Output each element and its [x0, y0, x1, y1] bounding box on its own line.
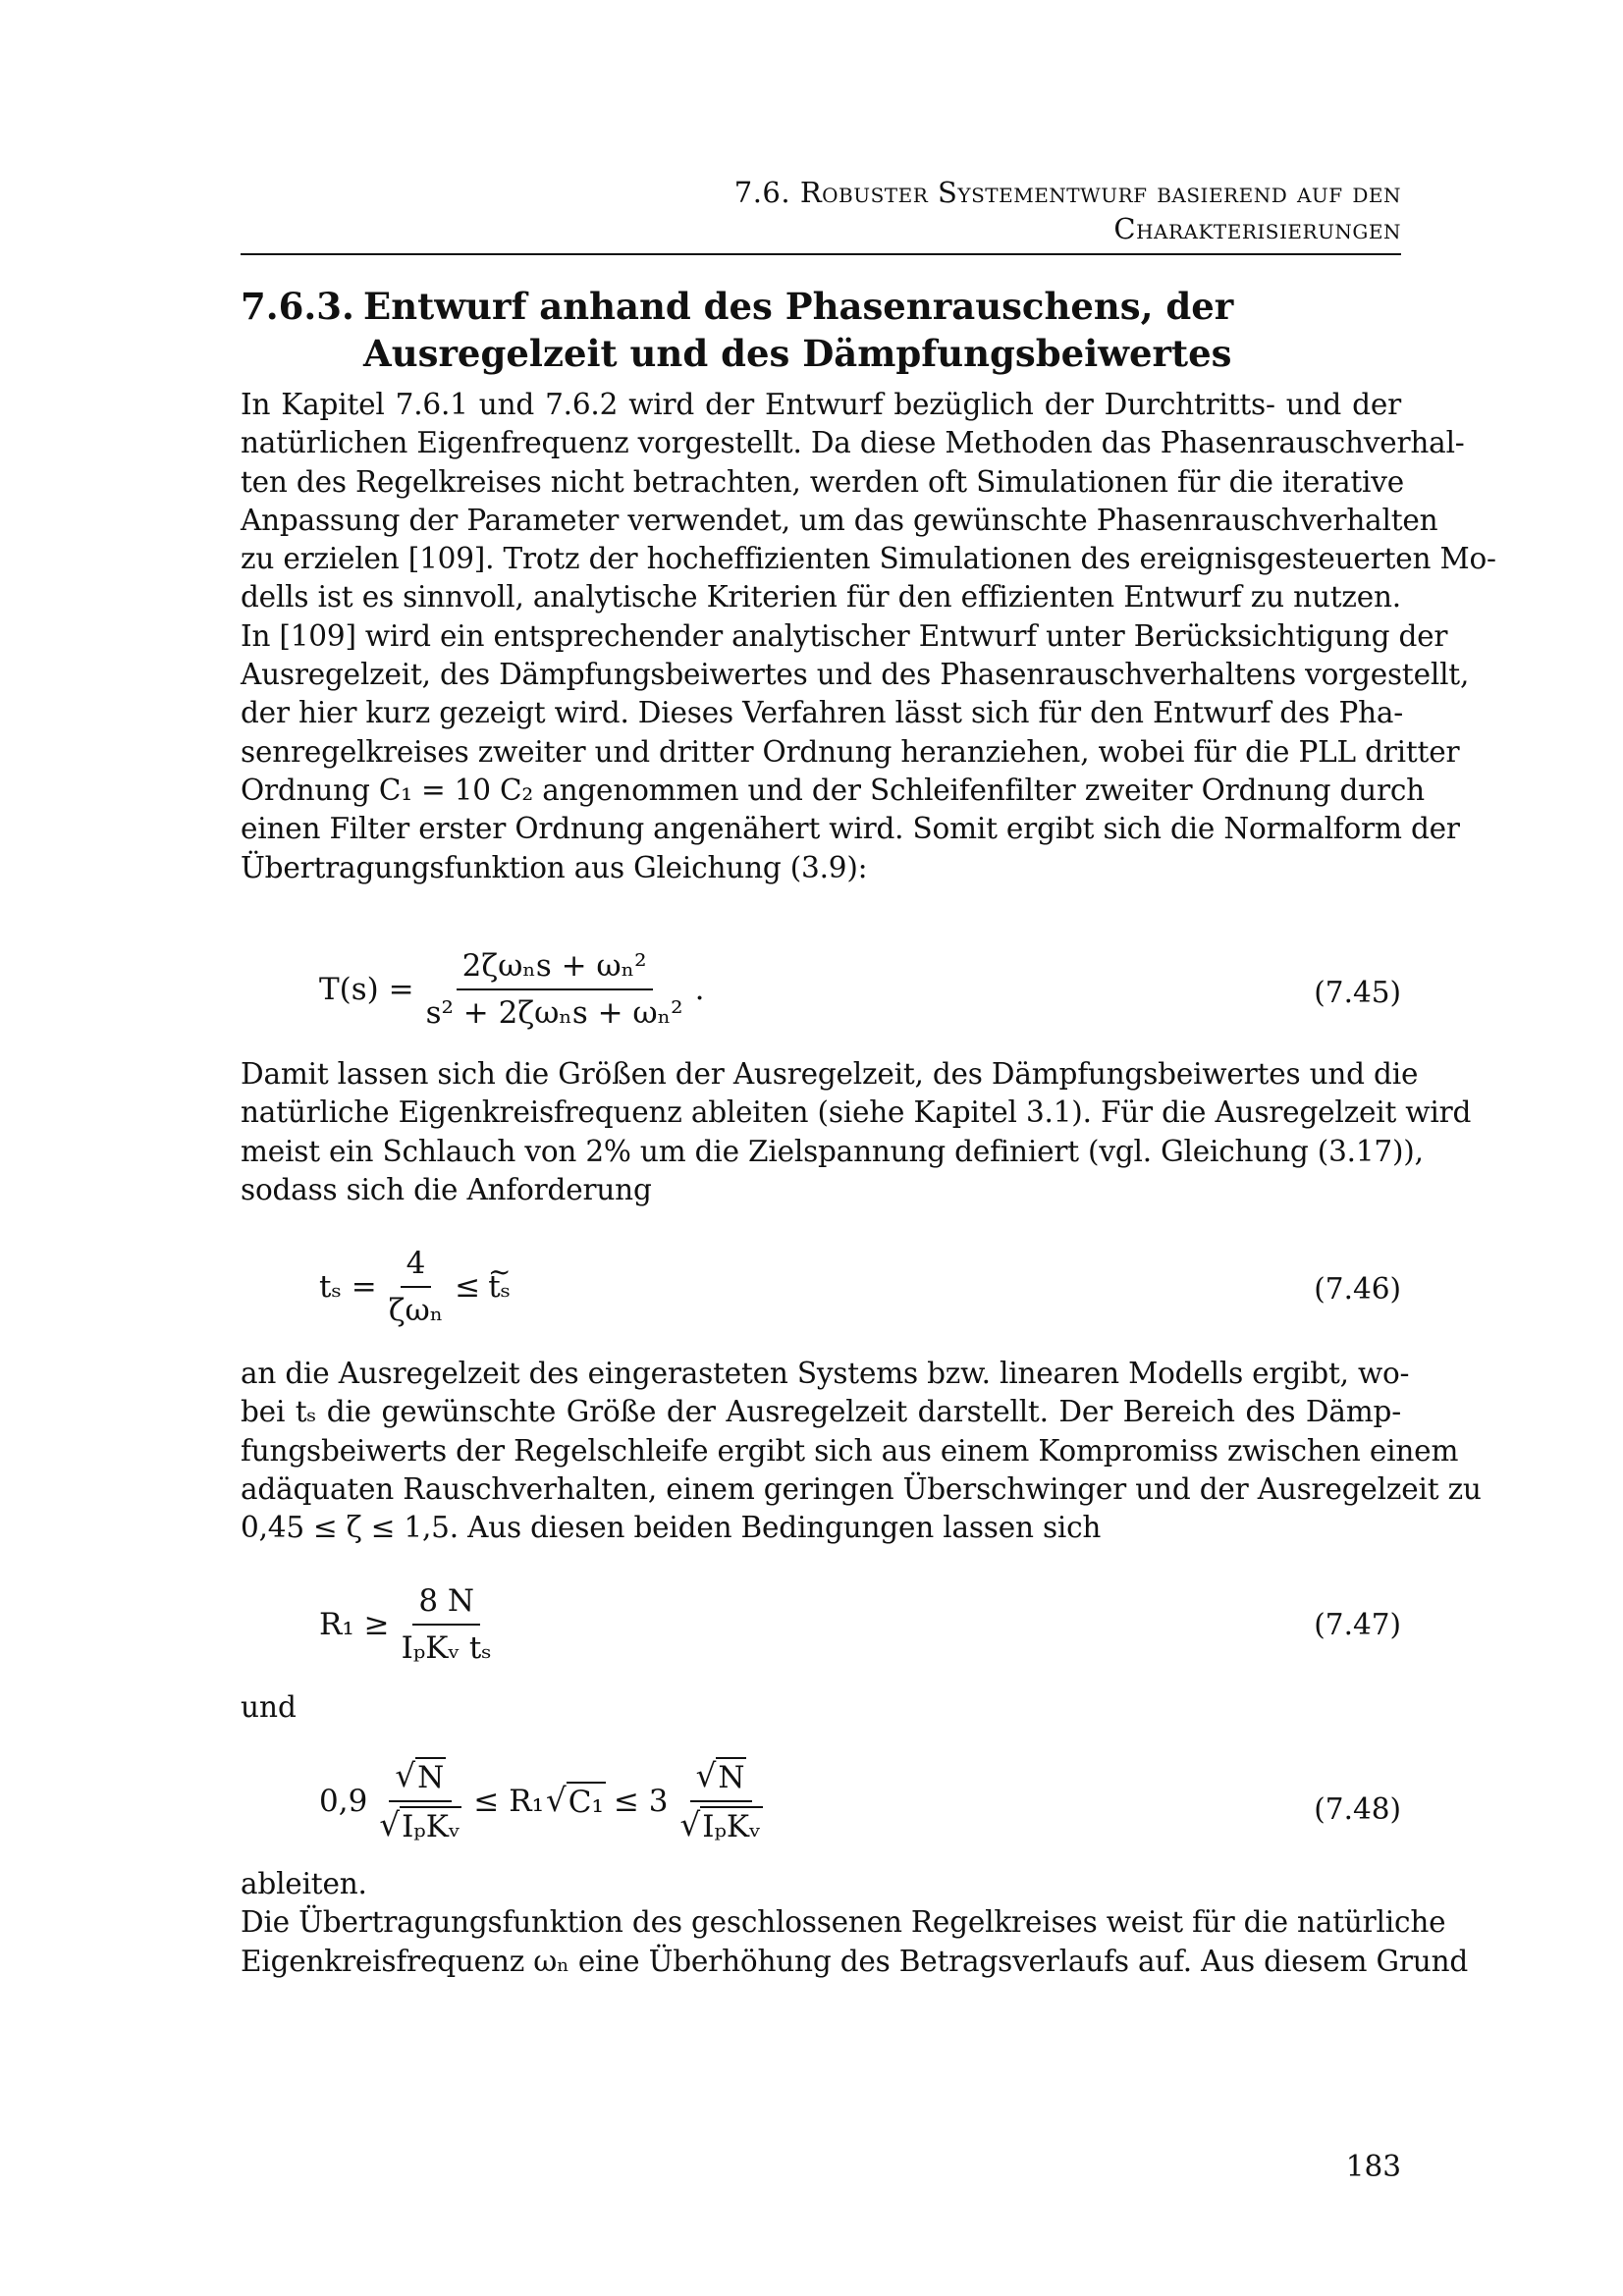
sqrt: √ C₁ [546, 1782, 604, 1820]
eq-lhs: R₁ ≥ [319, 1607, 390, 1642]
eq-numerator: 8 N [412, 1582, 480, 1626]
eq-relation: ≤ R₁ [473, 1784, 545, 1819]
eq-numerator: 2ζωₙs + ωₙ² [457, 947, 653, 990]
sqrt: √ N [695, 1757, 745, 1795]
eq-fraction [420, 947, 689, 1032]
text-line: adäquaten Rauschverhalten, einem geringen Überschwinger und der Ausregelzeit zu [241, 1471, 1482, 1506]
sqrt: √ IₚKᵥ [679, 1806, 761, 1844]
equation-7-47 [319, 1582, 504, 1667]
paragraph-settling [241, 1055, 1472, 1209]
text-line: bei tₛ die gewünschte Größe der Ausregelzeit darstellt. Der Bereich des Dämp- [241, 1395, 1401, 1429]
eq-fraction-left [373, 1757, 467, 1845]
text-line: 0,45 ≤ ζ ≤ 1,5. Aus diesen beiden Bedingungen lassen sich [241, 1511, 1102, 1545]
eq-fraction-right [675, 1757, 769, 1845]
equation-7-45 [319, 947, 704, 1032]
eq-denominator: s² + 2ζωₙs + ωₙ² [425, 995, 683, 1031]
paragraph-transfer [241, 1865, 1469, 1981]
eq-radicand: IₚKᵥ [700, 1806, 762, 1845]
equation-number: (7.48) [1314, 1792, 1401, 1826]
text-line: ten des Regelkreises nicht betrachten, werden oft Simulationen für die iterative [241, 464, 1405, 499]
text-line: Damit lassen sich die Größen der Ausregelzeit, des Dämpfungsbeiwertes und die [241, 1057, 1419, 1091]
text-line: fungsbeiwerts der Regelschleife ergibt sich aus einem Kompromiss zwischen einem [241, 1433, 1459, 1468]
equation-7-48 [319, 1757, 775, 1845]
eq-fraction [396, 1582, 498, 1667]
text-line: meist ein Schlauch von 2% um die Zielspannung definiert (vgl. Gleichung (3.17)), [241, 1134, 1424, 1168]
eq-coefficient: 0,9 [319, 1784, 368, 1819]
eq-radicand: N [716, 1757, 746, 1796]
running-header-line1: 7.6. Robuster Systementwurf basierend auf den [733, 176, 1401, 209]
text-line: In Kapitel 7.6.1 und 7.6.2 wird der Entwurf bezüglich der Durchtritts- und der [241, 388, 1401, 421]
paragraph-damping [241, 1355, 1482, 1547]
text-line: der hier kurz gezeigt wird. Dieses Verfahren lässt sich für den Entwurf des Pha- [241, 696, 1404, 730]
eq-radicand: C₁ [567, 1782, 606, 1821]
eq-relation: ≤ 3 [613, 1784, 669, 1819]
running-header-line2: Charakterisierungen [1113, 212, 1401, 245]
section-title-line1: Entwurf anhand des Phasenrauschens, der [363, 285, 1234, 328]
eq-radicand: IₚKᵥ [400, 1806, 461, 1845]
section-heading [241, 283, 1321, 377]
text-line: Übertragungsfunktion aus Gleichung (3.9): [241, 850, 868, 884]
text-line: Eigenkreisfrequenz ωₙ eine Überhöhung des Betragsverlaufs auf. Aus diesem Grund [241, 1944, 1469, 1978]
text-line: sodass sich die Anforderung [241, 1172, 652, 1206]
eq-radicand: N [415, 1757, 446, 1796]
connector-word: und [241, 1690, 297, 1724]
text-line: Anpassung der Parameter verwendet, um das gewünschte Phasenrauschverhalten [241, 503, 1438, 537]
equation-number: (7.47) [1314, 1608, 1401, 1641]
eq-lhs: tₛ = [319, 1269, 377, 1305]
text-line: einen Filter erster Ordnung angenähert wird. Somit ergibt sich die Normalform der [241, 812, 1460, 846]
text-line: natürlichen Eigenfrequenz vorgestellt. Da diese Methoden das Phasenrauschverhal- [241, 426, 1465, 460]
page-number: 183 [1345, 2150, 1401, 2183]
header-rule [241, 253, 1401, 255]
text-line: In [109] wird ein entsprechender analytischer Entwurf unter Berücksichtigung der [241, 618, 1448, 653]
text-line: dells ist es sinnvoll, analytische Kriterien für den effizienten Entwurf zu nutzen. [241, 580, 1401, 614]
equation-number: (7.45) [1314, 976, 1401, 1009]
section-number: 7.6.3. [241, 285, 354, 328]
text-line: zu erzielen [109]. Trotz der hocheffizienten Simulationen des ereignisgesteuerten Mo- [241, 542, 1496, 576]
running-header [241, 175, 1401, 247]
text-line: an die Ausregelzeit des eingerasteten Systems bzw. linearen Modells ergibt, wo- [241, 1357, 1410, 1390]
eq-denominator: ζωₙ [388, 1293, 444, 1328]
equation-7-46 [319, 1245, 511, 1329]
section-title-line2: Ausregelzeit und des Dämpfungsbeiwertes [363, 332, 1232, 375]
eq-numerator: 4 [401, 1245, 432, 1288]
eq-fraction [383, 1245, 450, 1329]
equation-number: (7.46) [1314, 1272, 1401, 1306]
text-line: senregelkreises zweiter und dritter Ordnung heranziehen, wobei für die PLL dritter [241, 734, 1460, 769]
eq-trail: . [694, 972, 705, 1007]
sqrt: √ N [395, 1757, 445, 1795]
eq-lhs: T(s) = [319, 972, 414, 1007]
eq-denominator: IₚKᵥ tₛ [401, 1630, 492, 1666]
text-line: Ordnung C₁ = 10 C₂ angenommen und der Schleifenfilter zweiter Ordnung durch [241, 773, 1425, 807]
text-line: Ausregelzeit, des Dämpfungsbeiwertes und des Phasenrauschverhaltens vorgestellt, [241, 658, 1470, 692]
eq-relation: ≤ [455, 1269, 481, 1305]
text-line: Die Übertragungsfunktion des geschlossenen Regelkreises weist für die natürliche [241, 1905, 1446, 1940]
sqrt: √ IₚKᵥ [379, 1806, 460, 1844]
text-line: ableiten. [241, 1867, 367, 1900]
paragraph-intro [241, 386, 1496, 887]
text-line: natürliche Eigenkreisfrequenz ableiten (siehe Kapitel 3.1). Für die Ausregelzeit wird [241, 1095, 1472, 1130]
eq-rhs: ~ tₛ [488, 1268, 511, 1306]
